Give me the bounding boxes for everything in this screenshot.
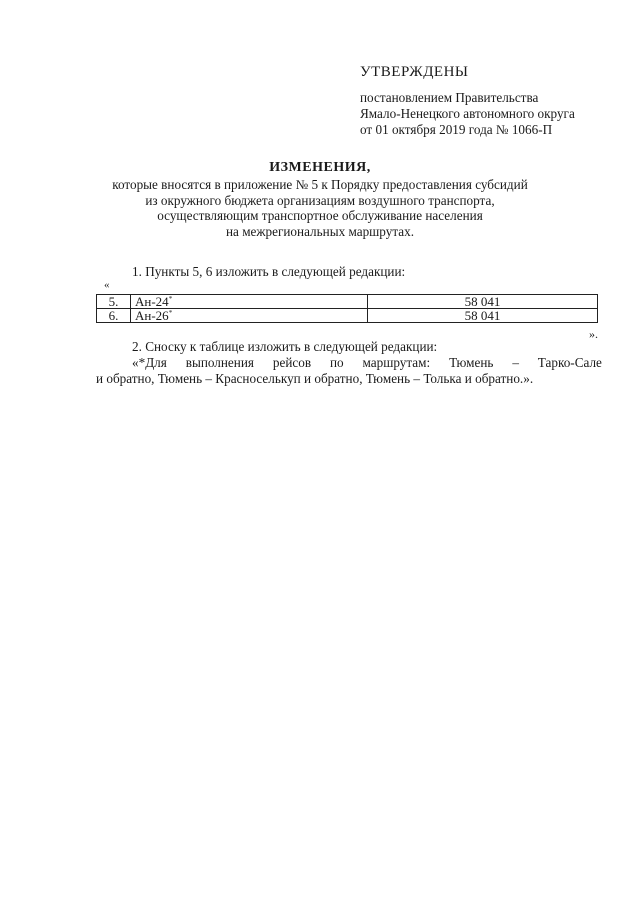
- footnote-word: Тюмень: [449, 355, 494, 370]
- footnote-word: по: [329, 355, 344, 370]
- footnote-word: рейсов: [272, 355, 312, 370]
- aircraft-name: Ан-24: [135, 294, 169, 309]
- subtitle-line: которые вносятся в приложение № 5 к Порядку предоставления субсидий: [112, 177, 528, 192]
- footnote-line-1: [132, 355, 602, 371]
- subtitle-line: осуществляющим транспортное обслуживание населения: [157, 208, 483, 223]
- footnote-word: выполнения: [185, 355, 254, 370]
- approval-heading: УТВЕРЖДЕНЫ: [360, 64, 469, 80]
- table-row: [97, 309, 598, 323]
- item-1-text: 1. Пункты 5, 6 изложить в следующей редакции:: [132, 264, 406, 279]
- footnote-line-2: и обратно, Тюмень – Красноселькуп и обратно, Тюмень – Толька и обратно.».: [96, 371, 534, 386]
- approval-line: Ямало-Ненецкого автономного округа: [360, 106, 575, 121]
- footnote-word: маршрутам:: [362, 355, 431, 370]
- footnote-word: Тарко-Сале: [537, 355, 602, 370]
- footnote-mark: *: [168, 309, 173, 317]
- document-title: ИЗМЕНЕНИЯ,: [269, 160, 371, 175]
- footnote-word: –: [512, 355, 519, 370]
- amendment-table: [96, 294, 598, 323]
- approval-block: [360, 90, 575, 138]
- subtitle-line: на межрегиональных маршрутах.: [226, 223, 414, 239]
- open-quote: «: [104, 279, 110, 291]
- document-subtitle: [0, 177, 640, 239]
- approval-line: постановлением Правительства: [360, 90, 539, 105]
- footnote-word: «*Для: [132, 355, 167, 370]
- aircraft-cell: [131, 309, 368, 323]
- subtitle-line: из окружного бюджета организациям воздушного транспорта,: [145, 192, 495, 208]
- table-row: [97, 295, 598, 309]
- row-number: 5.: [97, 295, 131, 309]
- aircraft-cell: [131, 295, 368, 309]
- aircraft-name: Ан-26: [135, 308, 169, 323]
- close-quote: ».: [589, 327, 598, 341]
- item-2-text: 2. Сноску к таблице изложить в следующей редакции:: [132, 339, 438, 354]
- approval-line: от 01 октября 2019 года № 1066-П: [360, 122, 553, 137]
- footnote-mark: *: [168, 295, 173, 303]
- value-cell: 58 041: [368, 309, 598, 323]
- row-number: 6.: [97, 309, 131, 323]
- value-cell: 58 041: [368, 295, 598, 309]
